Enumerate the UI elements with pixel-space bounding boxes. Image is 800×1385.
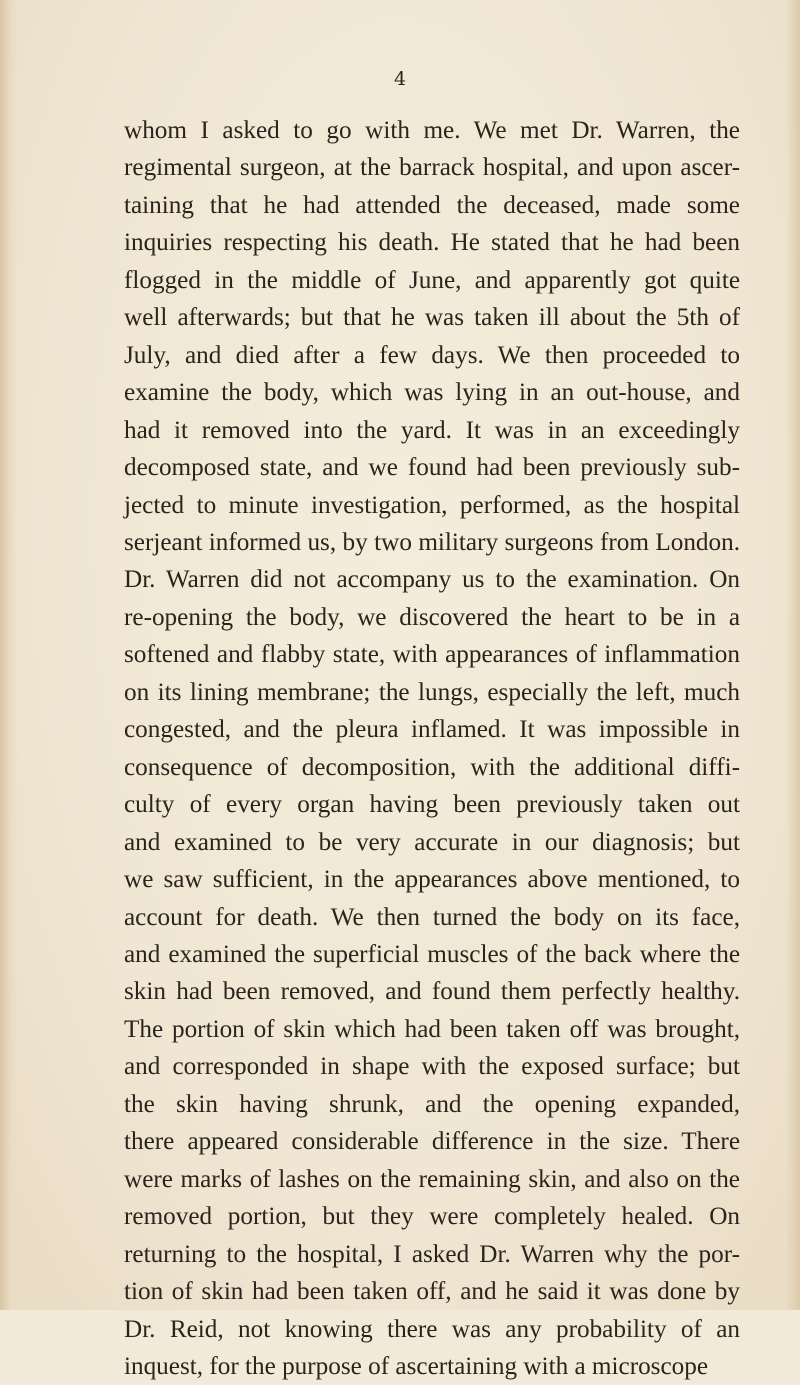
text-line: skin had been removed, and found them perfectly healthy. xyxy=(124,978,740,1006)
page-edge-left xyxy=(0,0,18,1310)
text-line: softened and flabby state, with appearances of inflammation xyxy=(124,641,740,669)
text-line: we saw sufficient, in the appearances above mentioned, to xyxy=(124,866,740,894)
text-line: inquiries respecting his death. He stated that he had been xyxy=(124,229,740,257)
text-line: whom I asked to go with me. We met Dr. Warren, the xyxy=(124,117,740,144)
page-number: 4 xyxy=(393,68,407,90)
text-line: Dr. Warren did not accompany us to the examination. On xyxy=(124,566,740,594)
text-line: returning to the hospital, I asked Dr. Warren why the por- xyxy=(124,1240,740,1268)
text-line: inquest, for the purpose of ascertaining with a microscope xyxy=(124,1352,709,1380)
text-line: consequence of decomposition, with the additional diffi- xyxy=(124,753,740,781)
text-line: decomposed state, and we found had been previously sub- xyxy=(124,454,740,482)
text-line: jected to minute investigation, performed, as the hospital xyxy=(124,491,740,519)
page-edge-right xyxy=(786,0,800,1310)
text-line: culty of every organ having been previously taken out xyxy=(124,791,740,819)
text-line: well afterwards; but that he was taken ill about the 5th of xyxy=(124,304,740,332)
text-line: congested, and the pleura inflamed. It was impossible in xyxy=(124,716,740,744)
text-line: on its lining membrane; the lungs, especially the left, much xyxy=(124,678,740,706)
text-line: and examined the superficial muscles of the back where the xyxy=(124,940,740,968)
text-line: the skin having shrunk, and the opening expanded, xyxy=(124,1090,740,1118)
text-line: taining that he had attended the deceased, made some xyxy=(124,191,740,219)
text-line: Dr. Reid, not knowing there was any probability of an xyxy=(124,1315,740,1343)
text-line: examine the body, which was lying in an out-house, and xyxy=(124,379,740,407)
text-line: and examined to be very accurate in our diagnosis; but xyxy=(124,828,740,856)
text-line: and corresponded in shape with the exposed surface; but xyxy=(124,1053,740,1081)
text-line: flogged in the middle of June, and apparently got quite xyxy=(124,266,740,294)
text-line: regimental surgeon, at the barrack hospital, and upon ascer- xyxy=(124,154,740,182)
body-paragraph xyxy=(124,112,740,1385)
text-line: there appeared considerable difference in the size. There xyxy=(124,1128,740,1156)
text-line: had it removed into the yard. It was in an exceedingly xyxy=(124,416,740,444)
text-line: July, and died after a few days. We then proceeded to xyxy=(124,341,740,369)
text-line: The portion of skin which had been taken off was brought, xyxy=(124,1015,740,1043)
text-line: account for death. We then turned the body on its face, xyxy=(124,903,740,931)
text-line: removed portion, but they were completely healed. On xyxy=(124,1203,740,1231)
text-line: re-opening the body, we discovered the heart to be in a xyxy=(124,603,740,631)
text-line: tion of skin had been taken off, and he said it was done by xyxy=(124,1278,740,1306)
text-line: serjeant informed us, by two military surgeons from London. xyxy=(124,528,740,556)
text-line: were marks of lashes on the remaining skin, and also on the xyxy=(124,1165,740,1193)
